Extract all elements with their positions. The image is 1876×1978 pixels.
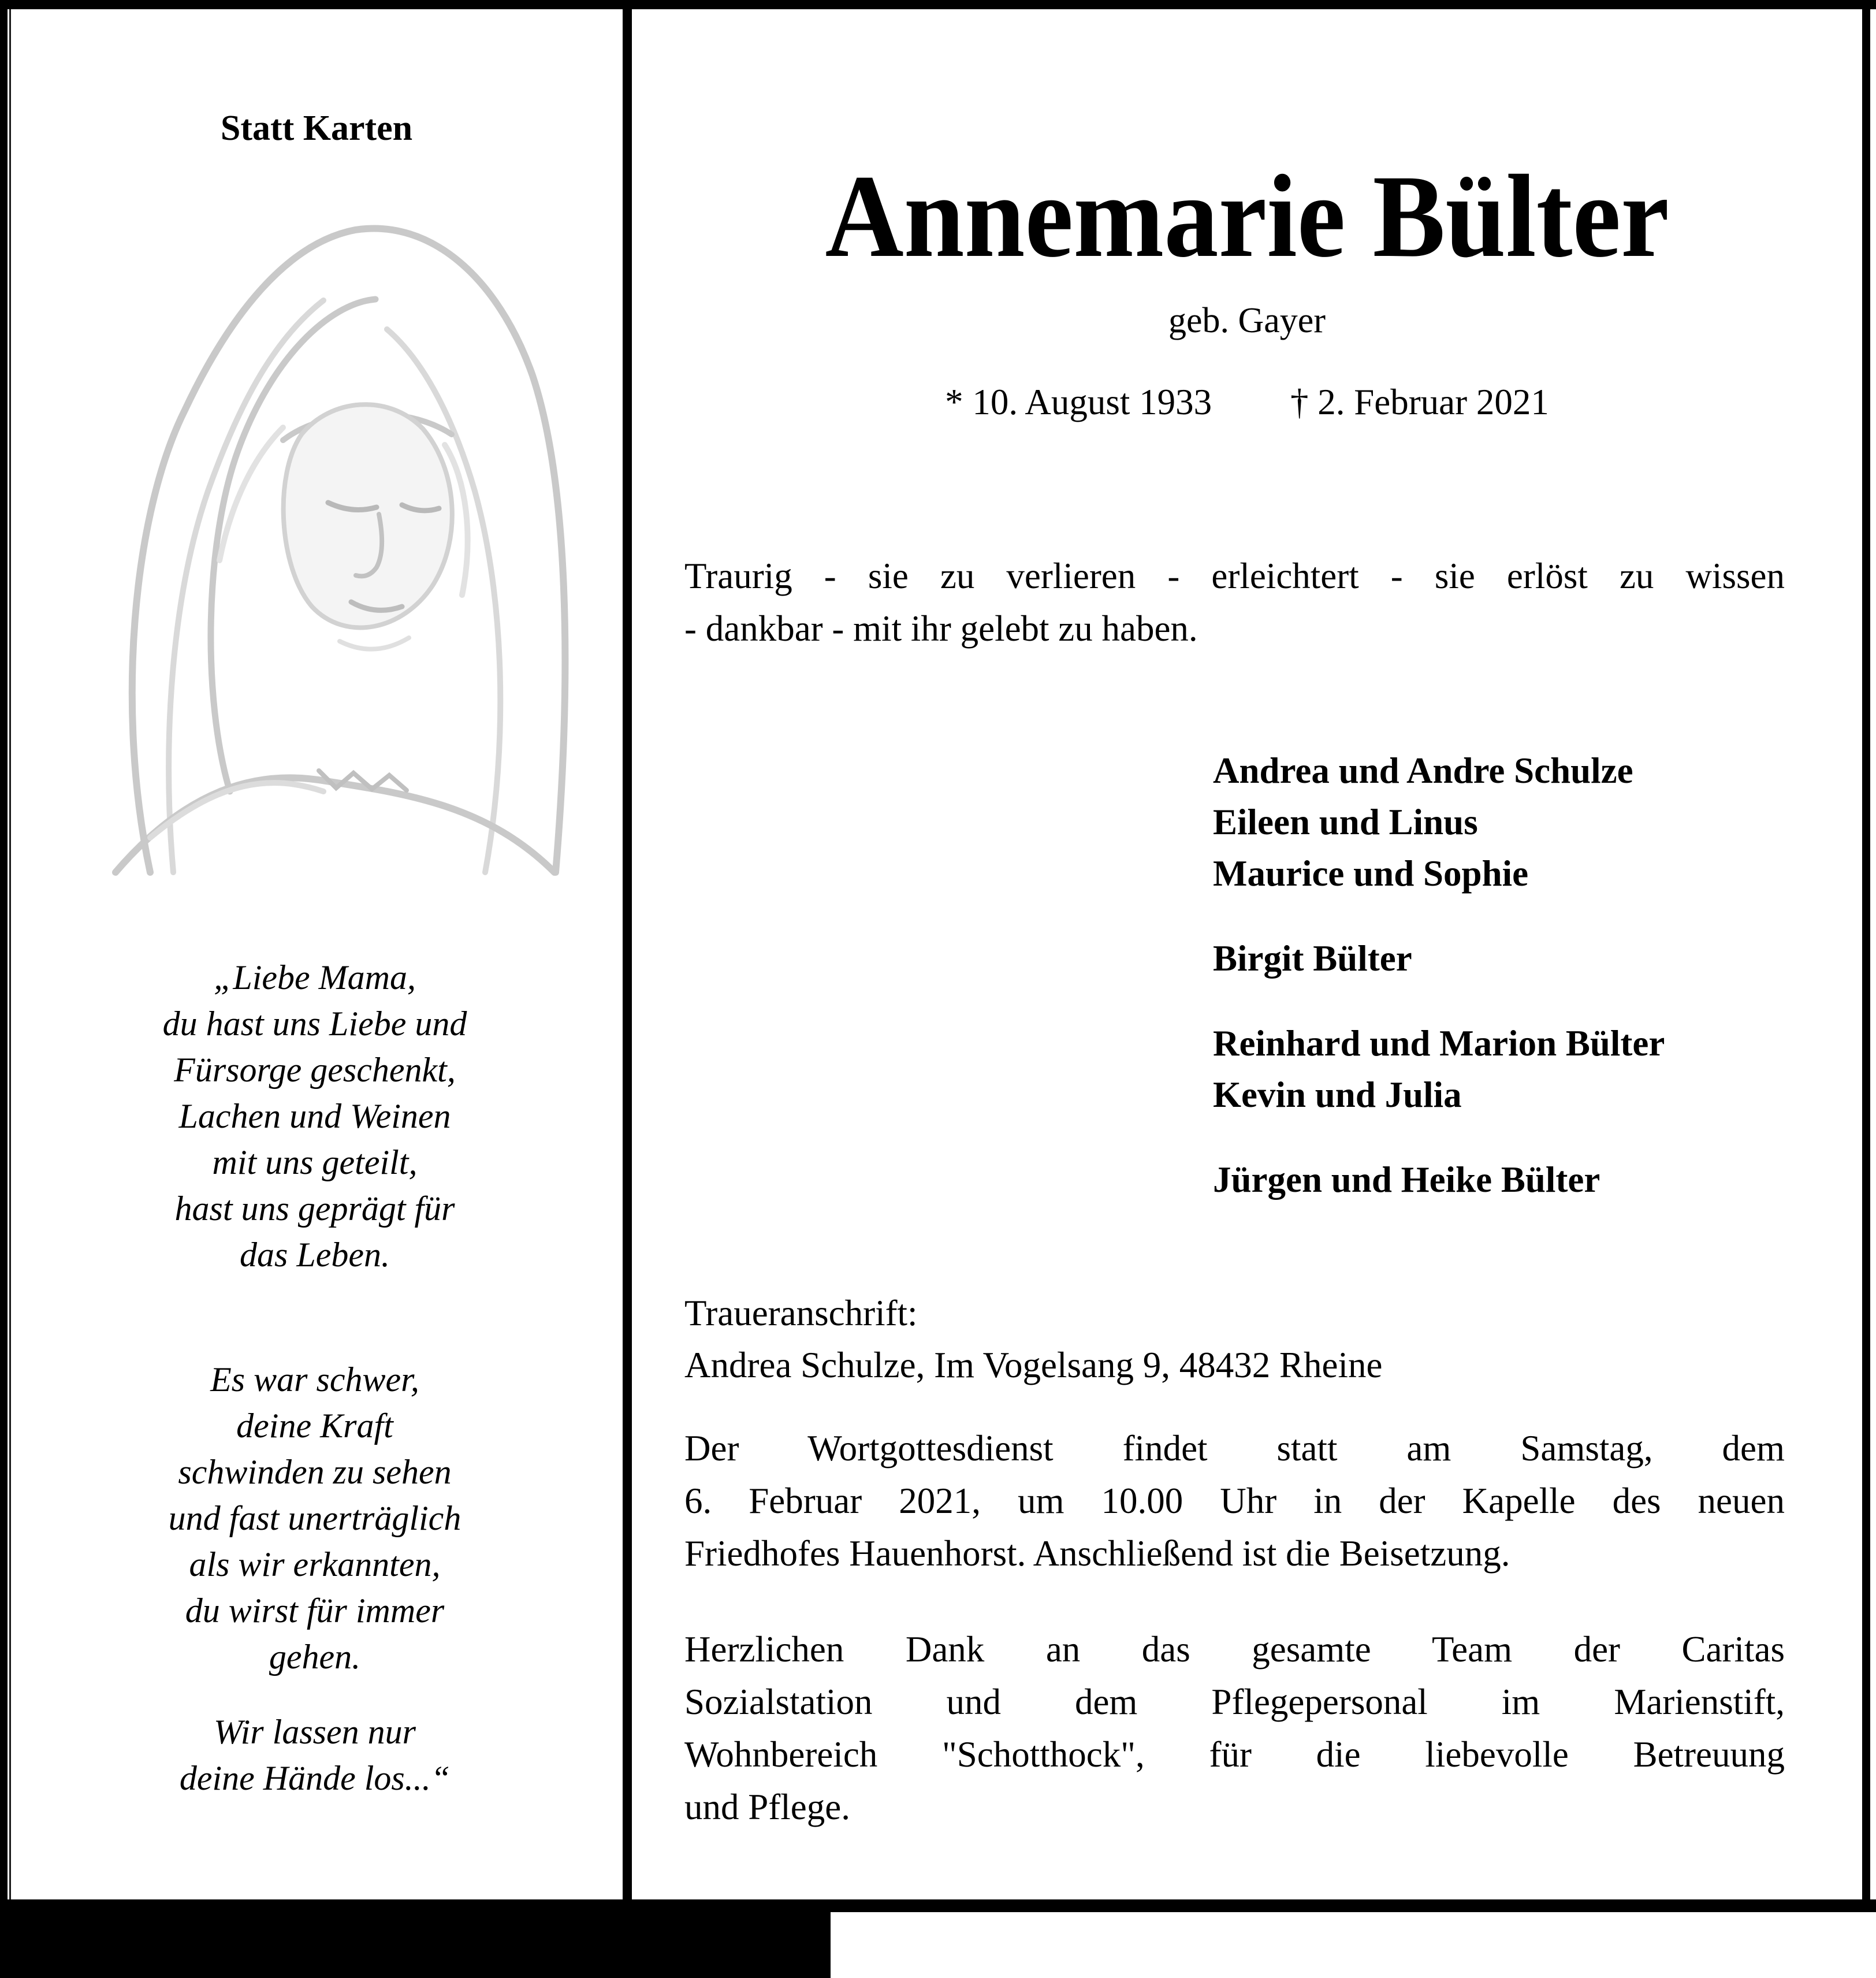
bottom-rule [0, 1899, 1876, 1912]
text-line: Birgit Bülter [1213, 938, 1412, 979]
text-line: gehen. [269, 1638, 361, 1676]
column-divider [623, 0, 632, 1912]
text-line: deine Hände los...“ [179, 1759, 451, 1797]
mourner-group [1213, 933, 1862, 984]
right-border [1862, 0, 1870, 1912]
text-line: Lachen und Weinen [178, 1097, 451, 1135]
death-date: † 2. Februar 2021 [1290, 382, 1549, 422]
birth-date: * 10. August 1933 [945, 382, 1212, 422]
text-line: Traueranschrift: [684, 1293, 918, 1333]
pieta-statue-image [81, 191, 589, 907]
deceased-name-text: Annemarie Bülter [825, 151, 1669, 282]
poem-stanza-3 [17, 1709, 612, 1801]
mourners-list [1213, 745, 1862, 1239]
poem-stanza-1 [17, 954, 612, 1278]
text-line: Andrea und Andre Schulze [1213, 750, 1633, 791]
text-line: Der Wortgottesdienst findet statt am Samstag, dem [684, 1428, 1785, 1468]
text-line: und Pflege. [684, 1787, 850, 1827]
mourner-group [1213, 1154, 1862, 1206]
mourner-group [1213, 745, 1862, 899]
intro-paragraph [684, 550, 1785, 655]
pre-header-statt-karten: Statt Karten [220, 109, 413, 148]
text-line: 6. Februar 2021, um 10.00 Uhr in der Kapelle des neuen [684, 1481, 1785, 1521]
text-line: als wir erkannten, [189, 1545, 441, 1583]
text-line: Fürsorge geschenkt, [174, 1051, 456, 1089]
text-line: Friedhofes Hauenhorst. Anschließend ist die Beisetzung. [684, 1533, 1510, 1574]
mourner-group [1213, 1018, 1862, 1121]
left-hairline [9, 9, 11, 1901]
text-line: - dankbar - mit ihr gelebt zu haben. [684, 608, 1198, 649]
text-line: „Liebe Mama, [214, 958, 416, 997]
maiden-name: geb. Gayer [1168, 301, 1326, 340]
text-line: Eileen und Linus [1213, 802, 1478, 842]
poem-stanza-2 [17, 1356, 612, 1680]
text-line: und fast unerträglich [168, 1499, 461, 1537]
text-line: mit uns geteilt, [212, 1143, 418, 1181]
text-line: deine Kraft [236, 1407, 393, 1445]
text-line: schwinden zu sehen [178, 1453, 452, 1491]
text-line: Kevin und Julia [1213, 1074, 1462, 1115]
service-paragraph [684, 1422, 1785, 1580]
text-line: Sozialstation und dem Pflegepersonal im Marienstift, [684, 1682, 1785, 1722]
text-line: Maurice und Sophie [1213, 853, 1529, 894]
deceased-name [632, 151, 1862, 282]
text-line: Traurig - sie zu verlieren - erleichtert - sie erlöst zu wissen [684, 556, 1785, 596]
text-line: Wir lassen nur [213, 1713, 416, 1751]
life-dates [632, 381, 1862, 423]
text-line: du wirst für immer [185, 1592, 445, 1630]
text-line: Andrea Schulze, Im Vogelsang 9, 48432 Rheine [684, 1345, 1383, 1385]
text-line: Es war schwer, [210, 1360, 419, 1399]
text-line: Jürgen und Heike Bülter [1213, 1159, 1600, 1200]
text-line: das Leben. [240, 1236, 390, 1274]
text-line: du hast uns Liebe und [162, 1005, 467, 1043]
text-line: hast uns geprägt für [174, 1189, 455, 1228]
text-line: Reinhard und Marion Bülter [1213, 1023, 1665, 1064]
mourning-address [684, 1287, 1785, 1391]
top-border [0, 0, 1876, 9]
text-line: Wohnbereich "Schotthock", für die liebevolle Betreuung [684, 1734, 1785, 1775]
bottom-left-black-block [0, 1912, 831, 1978]
text-line: Herzlichen Dank an das gesamte Team der Caritas [684, 1629, 1785, 1670]
left-border [0, 0, 8, 1912]
thanks-paragraph [684, 1623, 1785, 1834]
